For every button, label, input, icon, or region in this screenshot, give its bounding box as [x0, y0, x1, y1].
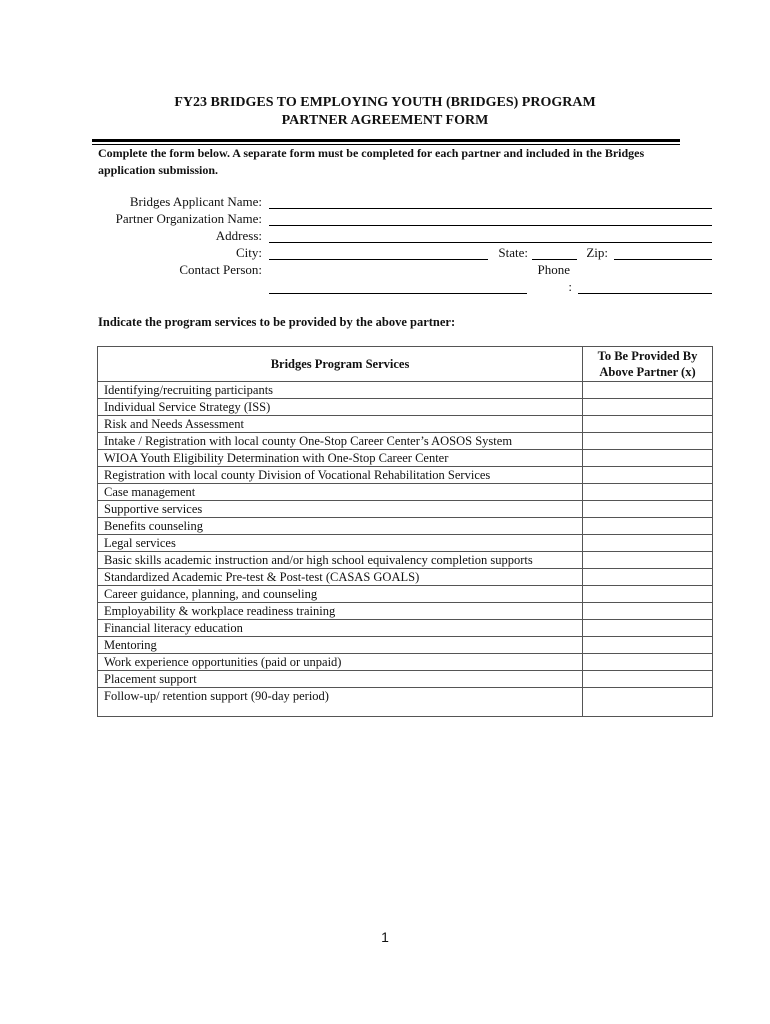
table-row	[98, 620, 713, 637]
contact-person-field[interactable]	[269, 293, 527, 294]
state-label: State:	[498, 245, 528, 260]
service-name: Standardized Academic Pre-test & Post-test (CASAS GOALS)	[98, 569, 583, 586]
provided-cell[interactable]	[583, 416, 713, 433]
service-name: Case management	[98, 484, 583, 501]
address-label: Address:	[215, 228, 262, 243]
service-name: Risk and Needs Assessment	[98, 416, 583, 433]
table-row	[98, 637, 713, 654]
phone-label-colon: :	[568, 279, 572, 294]
column-header-provided: To Be Provided By Above Partner (x)	[583, 347, 713, 382]
provided-cell[interactable]	[583, 586, 713, 603]
table-row	[98, 671, 713, 688]
provided-cell[interactable]	[583, 654, 713, 671]
table-row	[98, 467, 713, 484]
provided-cell[interactable]	[583, 450, 713, 467]
provided-cell[interactable]	[583, 637, 713, 654]
table-row	[98, 654, 713, 671]
table-row	[98, 552, 713, 569]
provided-cell[interactable]	[583, 467, 713, 484]
service-name: Follow-up/ retention support (90-day period)	[98, 688, 583, 717]
phone-label: Phone	[537, 262, 570, 277]
provided-cell[interactable]	[583, 552, 713, 569]
applicant-name-label: Bridges Applicant Name:	[129, 194, 262, 209]
provided-cell[interactable]	[583, 620, 713, 637]
applicant-name-field[interactable]	[269, 208, 712, 209]
table-row	[98, 399, 713, 416]
table-row	[98, 484, 713, 501]
provided-cell[interactable]	[583, 484, 713, 501]
service-name: Financial literacy education	[98, 620, 583, 637]
provided-cell[interactable]	[583, 671, 713, 688]
table-row	[98, 603, 713, 620]
table-row	[98, 433, 713, 450]
provided-cell[interactable]	[583, 535, 713, 552]
table-row	[98, 586, 713, 603]
provided-cell[interactable]	[583, 382, 713, 399]
table-row	[98, 416, 713, 433]
services-prompt: Indicate the program services to be provided by the above partner:	[98, 315, 456, 329]
service-name: Supportive services	[98, 501, 583, 518]
table-row	[98, 688, 713, 717]
page-number: 1	[381, 929, 389, 945]
services-table	[97, 346, 713, 717]
state-field[interactable]	[532, 259, 577, 260]
table-row	[98, 569, 713, 586]
services-table-header	[98, 347, 713, 382]
contact-person-label: Contact Person:	[179, 262, 262, 277]
service-name: Career guidance, planning, and counseling	[98, 586, 583, 603]
address-field[interactable]	[269, 242, 712, 243]
table-row	[98, 450, 713, 467]
service-name: WIOA Youth Eligibility Determination with One-Stop Career Center	[98, 450, 583, 467]
phone-field[interactable]	[578, 293, 712, 294]
table-row	[98, 501, 713, 518]
service-name: Benefits counseling	[98, 518, 583, 535]
column-header-services: Bridges Program Services	[98, 347, 583, 382]
title-rule-thick	[92, 139, 680, 142]
table-row	[98, 535, 713, 552]
provided-cell[interactable]	[583, 399, 713, 416]
provided-cell[interactable]	[583, 603, 713, 620]
partner-org-name-label: Partner Organization Name:	[115, 211, 262, 226]
table-row	[98, 382, 713, 399]
form-title-line2: PARTNER AGREEMENT FORM	[281, 113, 489, 128]
provided-cell[interactable]	[583, 433, 713, 450]
city-label: City:	[235, 245, 262, 260]
provided-cell[interactable]	[583, 518, 713, 535]
service-name: Individual Service Strategy (ISS)	[98, 399, 583, 416]
service-name: Registration with local county Division of Vocational Rehabilitation Services	[98, 467, 583, 484]
partner-org-name-field[interactable]	[269, 225, 712, 226]
service-name: Intake / Registration with local county One-Stop Career Center’s AOSOS System	[98, 433, 583, 450]
service-name: Work experience opportunities (paid or unpaid)	[98, 654, 583, 671]
city-field[interactable]	[269, 259, 488, 260]
service-name: Employability & workplace readiness training	[98, 603, 583, 620]
service-name: Basic skills academic instruction and/or high school equivalency completion supports	[98, 552, 583, 569]
service-name: Mentoring	[98, 637, 583, 654]
zip-field[interactable]	[614, 259, 712, 260]
provided-cell[interactable]	[583, 501, 713, 518]
service-name: Legal services	[98, 535, 583, 552]
service-name: Identifying/recruiting participants	[98, 382, 583, 399]
provided-cell[interactable]	[583, 569, 713, 586]
provided-cell[interactable]	[583, 688, 713, 717]
table-row	[98, 518, 713, 535]
service-name: Placement support	[98, 671, 583, 688]
form-title-line1: FY23 BRIDGES TO EMPLOYING YOUTH (BRIDGES) PROGRAM	[174, 95, 596, 110]
form-instructions: Complete the form below. A separate form must be completed for each partner and included in the Bridges application submission.	[98, 146, 645, 177]
zip-label: Zip:	[586, 245, 608, 260]
